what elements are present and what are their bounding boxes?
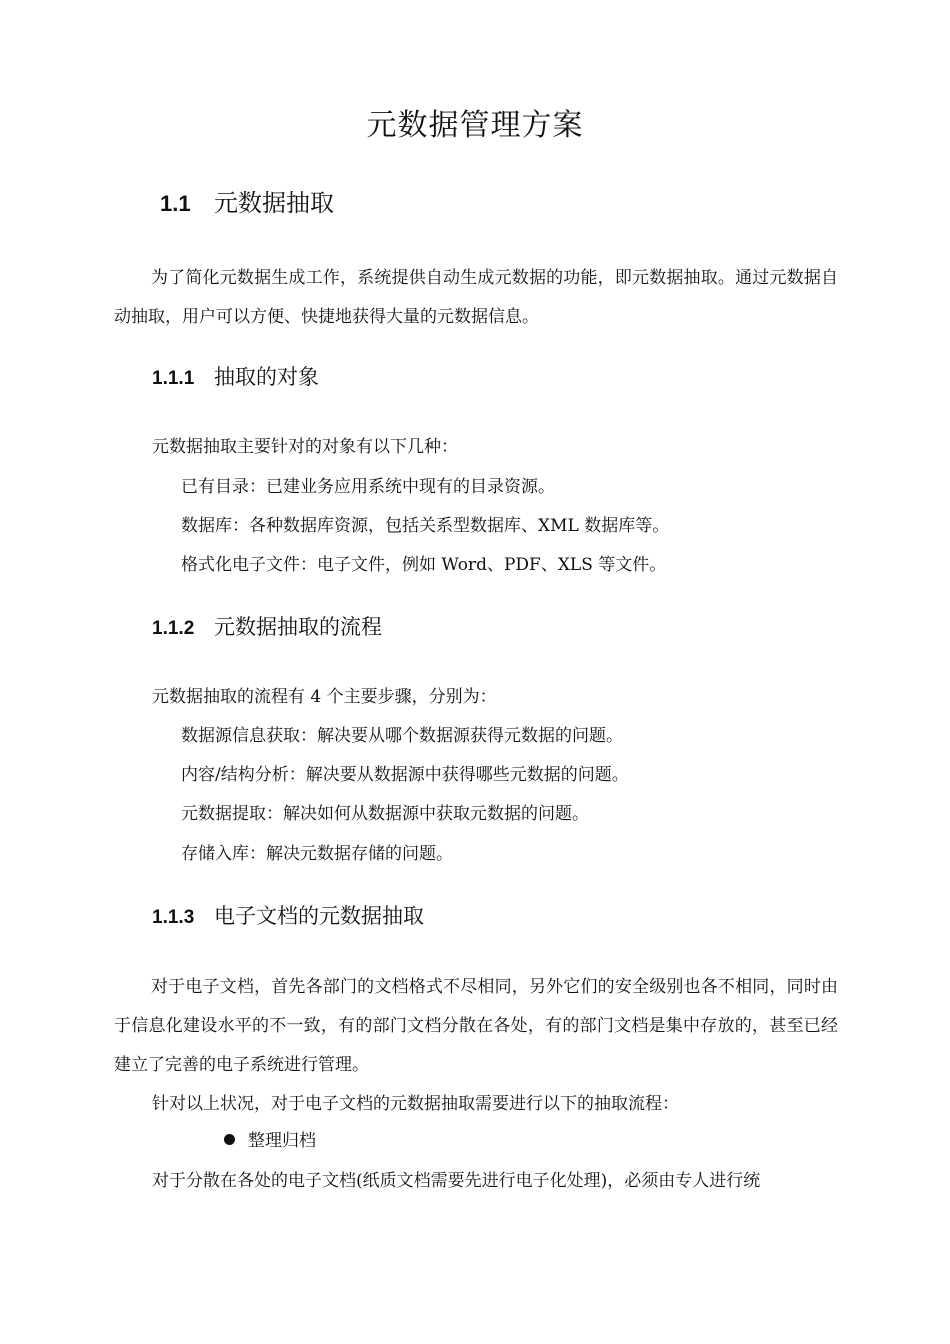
section-heading-text: 电子文档的元数据抽取 — [214, 904, 424, 928]
list-item: 内容/结构分析：解决要从数据源中获得哪些元数据的问题。 — [181, 765, 629, 785]
section-heading-text: 元数据抽取 — [214, 189, 334, 217]
lead-text: 元数据抽取主要针对的对象有以下几种： — [152, 437, 458, 457]
section-number: 1.1 — [160, 191, 191, 216]
body-paragraph: 对于电子文档，首先各部门的文档格式不尽相同，另外它们的安全级别也各不相同，同时由于信息化建设水平的不一致，有的部门文档分散在各处，有的部门文档是集中存放的，甚至已经建立了完善的电子系统进行管理。 — [114, 977, 838, 1075]
list-item: 元数据提取：解决如何从数据源中获取元数据的问题。 — [181, 804, 589, 824]
intro-paragraph: 为了简化元数据生成工作，系统提供自动生成元数据的功能，即元数据抽取。通过元数据自动抽取，用户可以方便、快捷地获得大量的元数据信息。 — [114, 268, 838, 327]
section-heading-1-1-1 — [152, 362, 319, 394]
section-heading-text: 元数据抽取的流程 — [214, 615, 382, 639]
section-heading-1-1 — [160, 186, 334, 221]
bullet-text: 整理归档 — [248, 1131, 316, 1151]
document-title: 元数据管理方案 — [366, 108, 584, 143]
bullet-item — [224, 1128, 316, 1154]
section-number: 1.1.3 — [152, 907, 195, 928]
section-heading-1-1-2 — [152, 612, 382, 644]
list-item: 数据库：各种数据库资源，包括关系型数据库、XML 数据库等。 — [181, 516, 670, 536]
body-paragraph: 对于分散在各处的电子文档(纸质文档需要先进行电子化处理)，必须由专人进行统 — [152, 1171, 761, 1191]
lead-text: 元数据抽取的流程有 4 个主要步骤，分别为： — [152, 687, 497, 707]
list-item: 格式化电子文件：电子文件，例如 Word、PDF、XLS 等文件。 — [181, 555, 667, 575]
section-heading-1-1-3 — [152, 901, 424, 933]
section-heading-text: 抽取的对象 — [214, 365, 319, 389]
list-item: 数据源信息获取：解决要从哪个数据源获得元数据的问题。 — [181, 726, 623, 746]
list-item: 存储入库：解决元数据存储的问题。 — [181, 844, 453, 864]
section-number: 1.1.1 — [152, 368, 195, 389]
body-paragraph: 针对以上状况，对于电子文档的元数据抽取需要进行以下的抽取流程： — [152, 1094, 679, 1114]
section-number: 1.1.2 — [152, 618, 195, 639]
bullet-icon — [224, 1134, 235, 1145]
list-item: 已有目录：已建业务应用系统中现有的目录资源。 — [181, 477, 555, 497]
